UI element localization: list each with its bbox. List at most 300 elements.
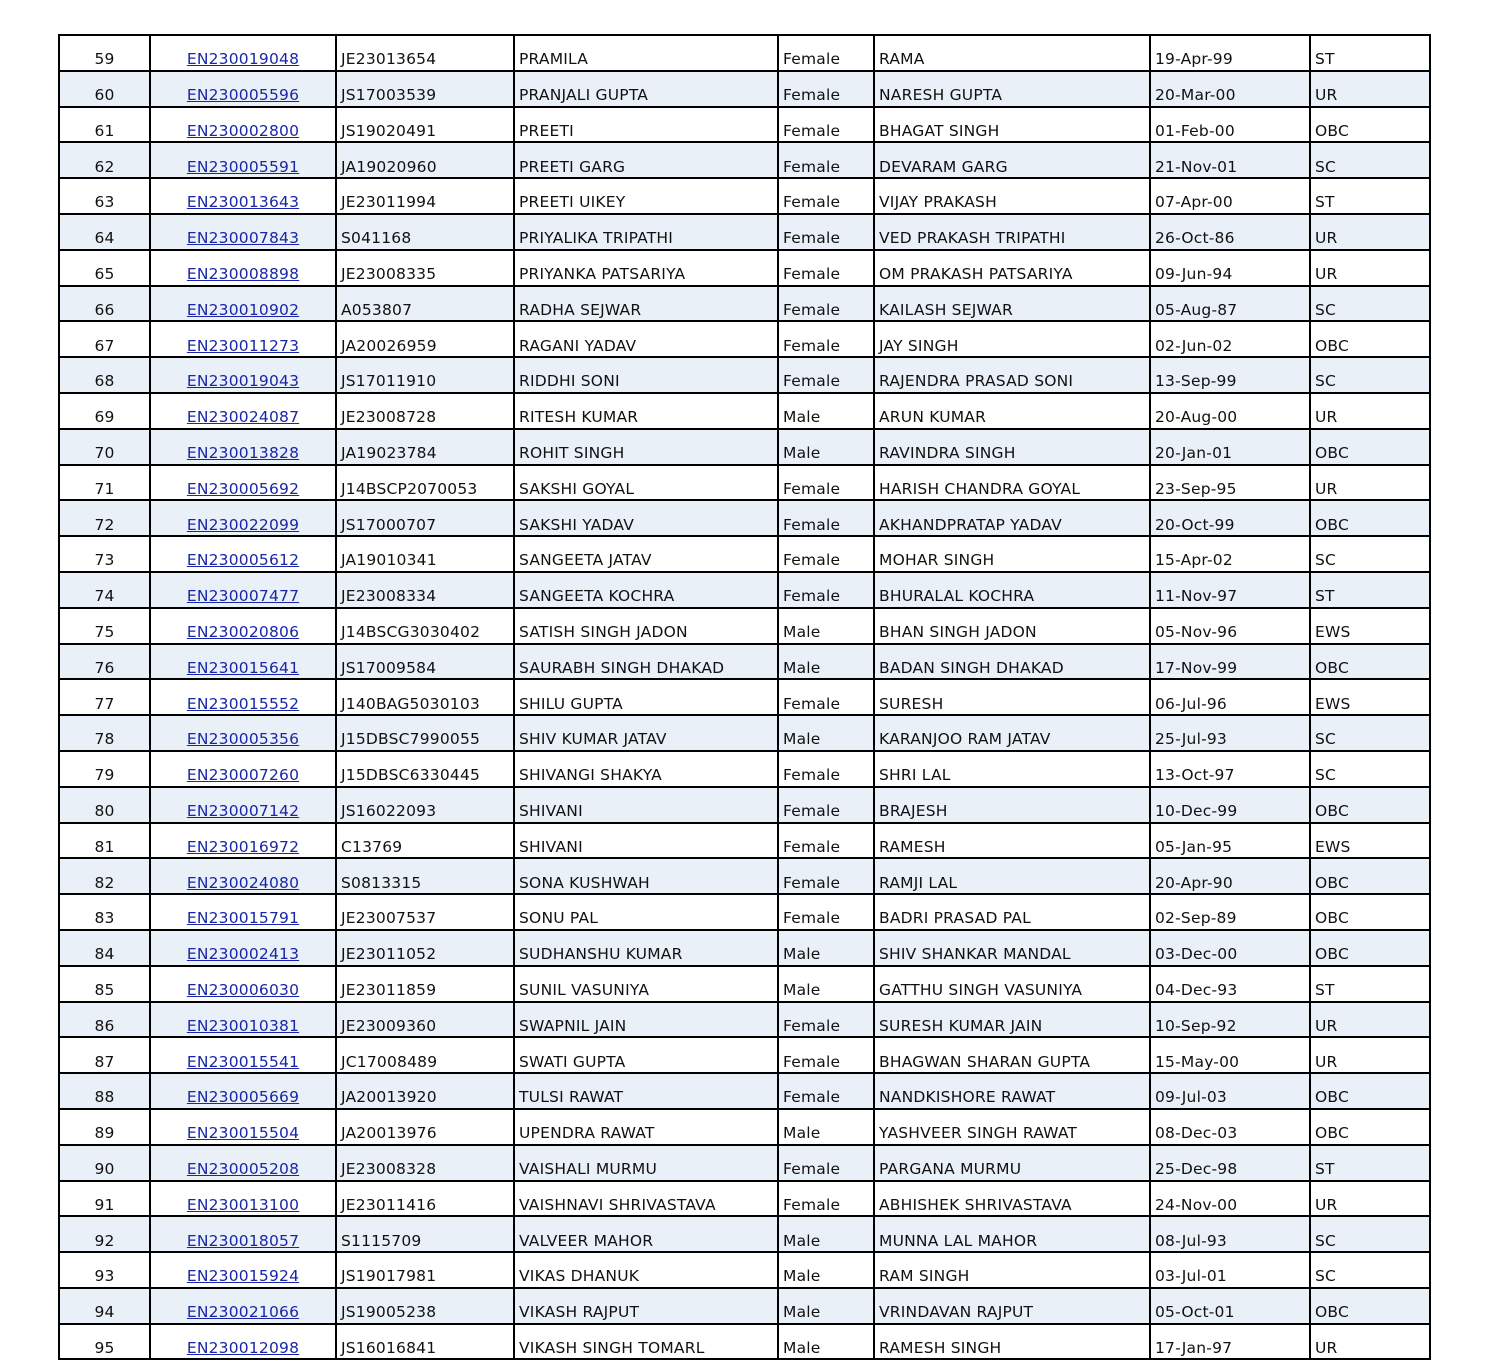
table-row [59,1324,1430,1360]
candidate-name-cell: SWAPNIL JAIN [514,1002,778,1038]
enrollment-link[interactable]: EN230005356 [186,730,300,749]
father-name-cell: SURESH [874,679,1150,715]
table-row [59,429,1430,465]
father-name-cell: HARISH CHANDRA GOYAL [874,465,1150,501]
enrollment-cell [150,1216,336,1252]
enrollment-link[interactable]: EN230006030 [186,981,300,1000]
serial-number-cell: 82 [59,858,150,894]
enrollment-link[interactable]: EN230011273 [186,336,300,355]
father-name-cell: NARESH GUPTA [874,71,1150,107]
category-cell: UR [1310,214,1430,250]
candidate-name-cell: RAGANI YADAV [514,321,778,357]
candidate-name-cell: PREETI [514,107,778,143]
roll-number-cell: JE23011994 [336,178,514,214]
dob-cell: 20-Aug-00 [1150,393,1310,429]
enrollment-cell [150,286,336,322]
serial-number-cell: 89 [59,1109,150,1145]
serial-number-cell: 85 [59,966,150,1002]
gender-cell: Female [778,142,874,178]
category-cell: SC [1310,286,1430,322]
father-name-cell: VIJAY PRAKASH [874,178,1150,214]
gender-cell: Female [778,107,874,143]
gender-cell: Female [778,178,874,214]
roll-number-cell: C13769 [336,823,514,859]
enrollment-cell [150,1288,336,1324]
dob-cell: 17-Nov-99 [1150,644,1310,680]
category-cell: UR [1310,71,1430,107]
enrollment-cell [150,1073,336,1109]
roll-number-cell: J14BSCP2070053 [336,465,514,501]
table-row [59,250,1430,286]
roll-number-cell: A053807 [336,286,514,322]
dob-cell: 13-Oct-97 [1150,751,1310,787]
serial-number-cell: 74 [59,572,150,608]
father-name-cell: BHAN SINGH JADON [874,608,1150,644]
enrollment-cell [150,787,336,823]
enrollment-cell [150,1109,336,1145]
dob-cell: 21-Nov-01 [1150,142,1310,178]
enrollment-cell [150,321,336,357]
dob-cell: 05-Oct-01 [1150,1288,1310,1324]
table-row [59,1181,1430,1217]
roll-number-cell: JC17008489 [336,1037,514,1073]
roll-number-cell: JA20026959 [336,321,514,357]
enrollment-link[interactable]: EN230010902 [186,300,300,319]
table-row [59,823,1430,859]
table-row [59,178,1430,214]
enrollment-link[interactable]: EN230005591 [186,157,300,176]
father-name-cell: RAMESH SINGH [874,1324,1150,1360]
roll-number-cell: JA19023784 [336,429,514,465]
roll-number-cell: JE23008335 [336,250,514,286]
category-cell: ST [1310,35,1430,71]
gender-cell: Male [778,1288,874,1324]
serial-number-cell: 92 [59,1216,150,1252]
enrollment-link[interactable]: EN230018057 [186,1231,300,1250]
candidate-name-cell: PRIYALIKA TRIPATHI [514,214,778,250]
enrollment-link[interactable]: EN230015791 [186,909,300,928]
table-row [59,930,1430,966]
category-cell: OBC [1310,644,1430,680]
enrollment-cell [150,966,336,1002]
dob-cell: 07-Apr-00 [1150,178,1310,214]
enrollment-cell [150,250,336,286]
table-row [59,1216,1430,1252]
gender-cell: Female [778,1145,874,1181]
father-name-cell: VRINDAVAN RAJPUT [874,1288,1150,1324]
category-cell: SC [1310,536,1430,572]
table-row [59,1002,1430,1038]
category-cell: OBC [1310,1288,1430,1324]
serial-number-cell: 77 [59,679,150,715]
enrollment-cell [150,1037,336,1073]
candidate-name-cell: SONU PAL [514,894,778,930]
enrollment-link[interactable]: EN230005692 [186,479,300,498]
gender-cell: Male [778,966,874,1002]
dob-cell: 20-Mar-00 [1150,71,1310,107]
category-cell: OBC [1310,1109,1430,1145]
dob-cell: 19-Apr-99 [1150,35,1310,71]
serial-number-cell: 91 [59,1181,150,1217]
gender-cell: Female [778,214,874,250]
enrollment-cell [150,357,336,393]
category-cell: ST [1310,966,1430,1002]
table-row [59,214,1430,250]
gender-cell: Male [778,644,874,680]
serial-number-cell: 64 [59,214,150,250]
father-name-cell: RAJENDRA PRASAD SONI [874,357,1150,393]
category-cell: SC [1310,715,1430,751]
category-cell: EWS [1310,679,1430,715]
enrollment-link[interactable]: EN230010381 [186,1016,300,1035]
table-row [59,71,1430,107]
dob-cell: 03-Dec-00 [1150,930,1310,966]
enrollment-link[interactable]: EN230015541 [186,1052,300,1071]
father-name-cell: SHIV SHANKAR MANDAL [874,930,1150,966]
father-name-cell: SURESH KUMAR JAIN [874,1002,1150,1038]
dob-cell: 15-May-00 [1150,1037,1310,1073]
category-cell: SC [1310,142,1430,178]
category-cell: UR [1310,465,1430,501]
gender-cell: Female [778,71,874,107]
enrollment-cell [150,715,336,751]
category-cell: ST [1310,572,1430,608]
candidate-name-cell: VAISHNAVI SHRIVASTAVA [514,1181,778,1217]
gender-cell: Male [778,715,874,751]
category-cell: UR [1310,1181,1430,1217]
dob-cell: 20-Apr-90 [1150,858,1310,894]
table-row [59,644,1430,680]
serial-number-cell: 76 [59,644,150,680]
enrollment-link[interactable]: EN230008898 [186,265,300,284]
dob-cell: 10-Sep-92 [1150,1002,1310,1038]
candidate-name-cell: VALVEER MAHOR [514,1216,778,1252]
gender-cell: Male [778,1252,874,1288]
dob-cell: 15-Apr-02 [1150,536,1310,572]
candidate-name-cell: SAKSHI GOYAL [514,465,778,501]
table-row [59,393,1430,429]
enrollment-cell [150,178,336,214]
gender-cell: Male [778,1109,874,1145]
enrollment-cell [150,858,336,894]
enrollment-link[interactable]: EN230007142 [186,802,300,821]
father-name-cell: MOHAR SINGH [874,536,1150,572]
candidate-name-cell: VIKAS DHANUK [514,1252,778,1288]
candidate-name-cell: PRAMILA [514,35,778,71]
candidate-name-cell: VIKASH SINGH TOMARL [514,1324,778,1360]
gender-cell: Male [778,930,874,966]
table-row [59,286,1430,322]
enrollment-cell [150,1145,336,1181]
serial-number-cell: 81 [59,823,150,859]
father-name-cell: NANDKISHORE RAWAT [874,1073,1150,1109]
serial-number-cell: 94 [59,1288,150,1324]
category-cell: UR [1310,250,1430,286]
category-cell: SC [1310,357,1430,393]
table-body [59,35,1430,1359]
enrollment-link[interactable]: EN230013643 [186,193,300,212]
father-name-cell: RAMJI LAL [874,858,1150,894]
father-name-cell: RAM SINGH [874,1252,1150,1288]
dob-cell: 08-Jul-93 [1150,1216,1310,1252]
enrollment-cell [150,823,336,859]
enrollment-cell [150,429,336,465]
enrollment-link[interactable]: EN230020806 [186,623,300,642]
gender-cell: Female [778,751,874,787]
dob-cell: 05-Jan-95 [1150,823,1310,859]
category-cell: ST [1310,1145,1430,1181]
gender-cell: Male [778,393,874,429]
serial-number-cell: 60 [59,71,150,107]
enrollment-link[interactable]: EN230005669 [186,1088,300,1107]
gender-cell: Female [778,1181,874,1217]
dob-cell: 20-Jan-01 [1150,429,1310,465]
dob-cell: 24-Nov-00 [1150,1181,1310,1217]
father-name-cell: BADAN SINGH DHAKAD [874,644,1150,680]
table-row [59,1252,1430,1288]
father-name-cell: RAMA [874,35,1150,71]
category-cell: OBC [1310,858,1430,894]
dob-cell: 25-Dec-98 [1150,1145,1310,1181]
enrollment-cell [150,465,336,501]
roll-number-cell: JE23008728 [336,393,514,429]
serial-number-cell: 87 [59,1037,150,1073]
enrollment-link[interactable]: EN230015641 [186,658,300,677]
enrollment-link[interactable]: EN230015552 [186,694,300,713]
roll-number-cell: J140BAG5030103 [336,679,514,715]
category-cell: UR [1310,393,1430,429]
dob-cell: 09-Jul-03 [1150,1073,1310,1109]
gender-cell: Male [778,429,874,465]
table-row [59,715,1430,751]
serial-number-cell: 71 [59,465,150,501]
dob-cell: 09-Jun-94 [1150,250,1310,286]
candidate-name-cell: RADHA SEJWAR [514,286,778,322]
candidate-name-cell: SWATI GUPTA [514,1037,778,1073]
category-cell: SC [1310,1252,1430,1288]
candidate-name-cell: SHIVANI [514,823,778,859]
category-cell: ST [1310,178,1430,214]
category-cell: SC [1310,1216,1430,1252]
enrollment-link[interactable]: EN230022099 [186,515,300,534]
roll-number-cell: JE23011416 [336,1181,514,1217]
gender-cell: Female [778,1037,874,1073]
enrollment-link[interactable]: EN230016972 [186,837,300,856]
gender-cell: Male [778,608,874,644]
serial-number-cell: 83 [59,894,150,930]
gender-cell: Female [778,321,874,357]
dob-cell: 05-Aug-87 [1150,286,1310,322]
serial-number-cell: 90 [59,1145,150,1181]
father-name-cell: DEVARAM GARG [874,142,1150,178]
serial-number-cell: 78 [59,715,150,751]
candidate-name-cell: SANGEETA KOCHRA [514,572,778,608]
enrollment-link[interactable]: EN230024087 [186,408,300,427]
father-name-cell: JAY SINGH [874,321,1150,357]
father-name-cell: BHURALAL KOCHRA [874,572,1150,608]
candidate-name-cell: SHIVANI [514,787,778,823]
roll-number-cell: J14BSCG3030402 [336,608,514,644]
category-cell: OBC [1310,787,1430,823]
dob-cell: 20-Oct-99 [1150,500,1310,536]
roll-number-cell: JS17003539 [336,71,514,107]
candidate-name-cell: PREETI UIKEY [514,178,778,214]
enrollment-link[interactable]: EN230005596 [186,86,300,105]
father-name-cell: ABHISHEK SHRIVASTAVA [874,1181,1150,1217]
serial-number-cell: 75 [59,608,150,644]
roll-number-cell: JA20013976 [336,1109,514,1145]
enrollment-link[interactable]: EN230002413 [186,945,300,964]
enrollment-cell [150,393,336,429]
gender-cell: Male [778,1216,874,1252]
category-cell: EWS [1310,608,1430,644]
enrollment-cell [150,1181,336,1217]
candidate-name-cell: SAURABH SINGH DHAKAD [514,644,778,680]
table-row [59,966,1430,1002]
gender-cell: Female [778,1073,874,1109]
gender-cell: Female [778,250,874,286]
table-row [59,321,1430,357]
table-row [59,500,1430,536]
roll-number-cell: JA20013920 [336,1073,514,1109]
table-row [59,1037,1430,1073]
father-name-cell: BADRI PRASAD PAL [874,894,1150,930]
enrollment-link[interactable]: EN230015924 [186,1267,300,1286]
serial-number-cell: 65 [59,250,150,286]
table-row [59,787,1430,823]
serial-number-cell: 73 [59,536,150,572]
enrollment-cell [150,608,336,644]
gender-cell: Female [778,357,874,393]
table-row [59,572,1430,608]
category-cell: UR [1310,1324,1430,1360]
gender-cell: Female [778,536,874,572]
enrollment-cell [150,71,336,107]
roll-number-cell: JA19020960 [336,142,514,178]
candidate-name-cell: SUNIL VASUNIYA [514,966,778,1002]
candidate-name-cell: SHIV KUMAR JATAV [514,715,778,751]
table-row [59,751,1430,787]
table-row [59,35,1430,71]
father-name-cell: KAILASH SEJWAR [874,286,1150,322]
enrollment-link[interactable]: EN230021066 [186,1303,300,1322]
enrollment-link[interactable]: EN230013828 [186,444,300,463]
father-name-cell: SHRI LAL [874,751,1150,787]
enrollment-link[interactable]: EN230012098 [186,1338,300,1357]
enrollment-link[interactable]: EN230024080 [186,873,300,892]
roll-number-cell: JS17011910 [336,357,514,393]
dob-cell: 11-Nov-97 [1150,572,1310,608]
table-row [59,1288,1430,1324]
candidate-name-cell: SHIVANGI SHAKYA [514,751,778,787]
roll-number-cell: JS17000707 [336,500,514,536]
enrollment-cell [150,930,336,966]
enrollment-link[interactable]: EN230002800 [186,121,300,140]
gender-cell: Female [778,35,874,71]
roll-number-cell: JS19005238 [336,1288,514,1324]
table-row [59,142,1430,178]
father-name-cell: MUNNA LAL MAHOR [874,1216,1150,1252]
gender-cell: Female [778,787,874,823]
serial-number-cell: 62 [59,142,150,178]
enrollment-link[interactable]: EN230005612 [186,551,300,570]
roll-number-cell: JE23007537 [336,894,514,930]
gender-cell: Female [778,679,874,715]
roll-number-cell: JS16022093 [336,787,514,823]
gender-cell: Female [778,1002,874,1038]
roll-number-cell: JS17009584 [336,644,514,680]
serial-number-cell: 84 [59,930,150,966]
dob-cell: 03-Jul-01 [1150,1252,1310,1288]
serial-number-cell: 67 [59,321,150,357]
category-cell: OBC [1310,107,1430,143]
roll-number-cell: J15DBSC6330445 [336,751,514,787]
enrollment-link[interactable]: EN230019048 [186,50,300,69]
dob-cell: 26-Oct-86 [1150,214,1310,250]
table-row [59,1145,1430,1181]
serial-number-cell: 61 [59,107,150,143]
enrollment-link[interactable]: EN230015504 [186,1124,300,1143]
father-name-cell: GATTHU SINGH VASUNIYA [874,966,1150,1002]
gender-cell: Female [778,465,874,501]
enrollment-link[interactable]: EN230007477 [186,587,300,606]
serial-number-cell: 95 [59,1324,150,1360]
enrollment-link[interactable]: EN230007843 [186,229,300,248]
candidate-name-cell: PRANJALI GUPTA [514,71,778,107]
roll-number-cell: JS19020491 [336,107,514,143]
father-name-cell: YASHVEER SINGH RAWAT [874,1109,1150,1145]
enrollment-link[interactable]: EN230007260 [186,766,300,785]
category-cell: OBC [1310,321,1430,357]
enrollment-link[interactable]: EN230005208 [186,1160,300,1178]
table-row [59,357,1430,393]
serial-number-cell: 86 [59,1002,150,1038]
candidate-name-cell: UPENDRA RAWAT [514,1109,778,1145]
table-row [59,465,1430,501]
table-row [59,1073,1430,1109]
candidate-name-cell: PREETI GARG [514,142,778,178]
father-name-cell: OM PRAKASH PATSARIYA [874,250,1150,286]
enrollment-cell [150,142,336,178]
serial-number-cell: 80 [59,787,150,823]
table-row [59,679,1430,715]
dob-cell: 08-Dec-03 [1150,1109,1310,1145]
candidate-name-cell: RIDDHI SONI [514,357,778,393]
enrollment-link[interactable]: EN230019043 [186,372,300,391]
serial-number-cell: 72 [59,500,150,536]
candidate-name-cell: ROHIT SINGH [514,429,778,465]
enrollment-link[interactable]: EN230013100 [186,1195,300,1214]
dob-cell: 01-Feb-00 [1150,107,1310,143]
serial-number-cell: 63 [59,178,150,214]
category-cell: UR [1310,1002,1430,1038]
enrollment-cell [150,751,336,787]
table-row [59,107,1430,143]
enrollment-cell [150,500,336,536]
roll-number-cell: JE23009360 [336,1002,514,1038]
roll-number-cell: S041168 [336,214,514,250]
category-cell: UR [1310,1037,1430,1073]
roll-number-cell: JE23008334 [336,572,514,608]
father-name-cell: RAVINDRA SINGH [874,429,1150,465]
enrollment-cell [150,679,336,715]
gender-cell: Female [778,823,874,859]
candidate-name-cell: RITESH KUMAR [514,393,778,429]
dob-cell: 25-Jul-93 [1150,715,1310,751]
table-row [59,894,1430,930]
gender-cell: Female [778,572,874,608]
father-name-cell: ARUN KUMAR [874,393,1150,429]
